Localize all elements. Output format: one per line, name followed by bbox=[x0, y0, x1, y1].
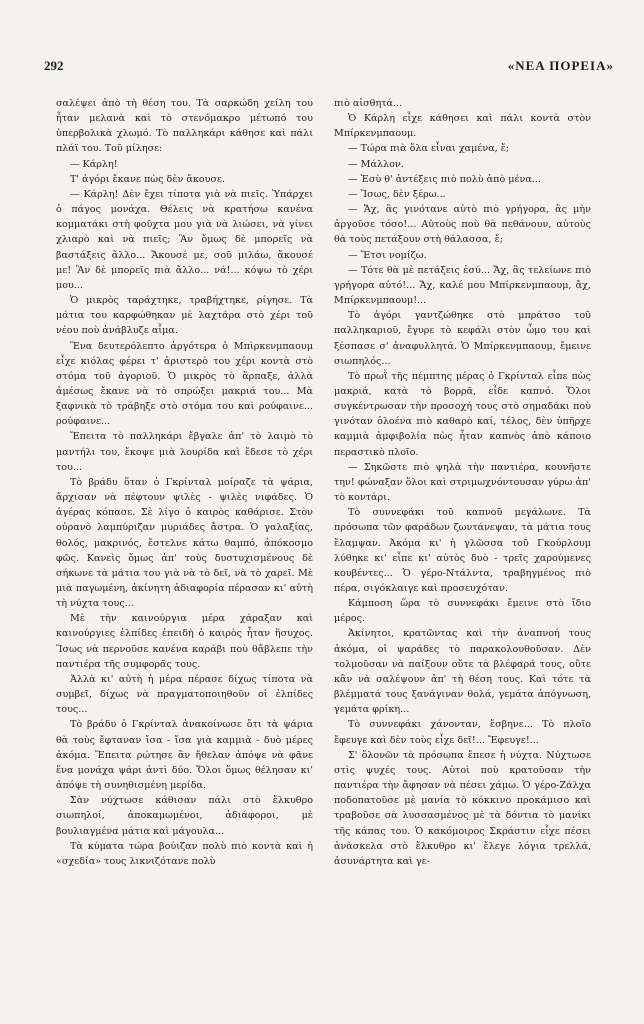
paragraph: — Τότε θὰ μὲ πετάξεις ἐσύ... Ἄχ, ἂς τελείωνε πιὸ γρήγορα αὐτό!... Ἄχ, καλέ μου Μπίρκενμπαουμ, ἄχ, Μπίρκενμπαουμ!... bbox=[334, 264, 591, 307]
paragraph: Ὁ Κάρλη εἶχε κάθησει καὶ πάλι κοντὰ στὸν Μπίρκενμπαουμ. bbox=[334, 113, 591, 140]
paragraph: Τὸ συννεφάκι χάνονταν, ἔσβηνε... Τὸ πλοῖο ἔφευγε καὶ δὲν τοὺς εἶχε δεῖ!... Ἔφευγε!... bbox=[334, 719, 591, 746]
paragraph: Σ' ὅλονῶν τὰ πρόσωπα ἔπεσε ἡ νύχτα. Νύχτωσε στὶς ψυχές τους. Αὐτοὶ ποὺ κρατοῦσαν τὴν παντιέρα τὴν ἄφησαν νὰ πέσει χάμω. Ὁ γέρο-Ζάλχα ποδοπατοῦσε μὲ μανία τὸ κόκκινο προκάμισο καὶ τραβοῦσε σὰ λυσσασμένος μὲ τὰ δόντια τὸ μανίκι τῆς κάπας του. Ὁ κακόμοιρος Σκράστιν εἶχε πέσει ἀνάσκελα στὸ ἔλκυθρο κι' ἔλεγε λόγια τρελλά, ἀσυνάρτητα καὶ γε- bbox=[334, 749, 591, 867]
page-number: 292 bbox=[44, 58, 64, 73]
paragraph: Ὁ μικρὸς ταράχτηκε, τραβήχτηκε, ρίγησε. Τὰ μάτια του καρφώθηκαν μὲ λαχτάρα στὸ χέρι τοῦ νέου ποὺ ἀνάβλυζε αἷμα. bbox=[56, 295, 313, 337]
paragraph: — Ἴσως, δὲν ξέρω... bbox=[348, 188, 446, 200]
paragraph: σαλέψει ἀπὸ τὴ θέση του. Τὰ σαρκώδη χείλη του ἦταν μελανὰ καὶ τὸ στενόμακρο μέτωπό του ὑπερβολικὰ χλωμό. Τὸ παλληκάρι κάθησε καὶ πάλι πλάϊ του. Τοῦ μίλησε: bbox=[56, 98, 313, 155]
page-header bbox=[44, 58, 614, 80]
paragraph: — Ἐσὺ θ' ἀντέξεις πιὸ πολὺ ἀπὸ μένα... bbox=[348, 173, 541, 185]
paragraph: Ἀκίνητοι, κρατῶντας καὶ τὴν ἀναπνοή τους ἀκόμα, οἱ ψαράδες τὸ παρακολουθοῦσαν. Δὲν τολμοῦσαν νὰ παίξουν οὔτε τὰ βλέφαρά τους, οὔτε κἂν νὰ σαλέψουν ἀπ' τὴ θέση τους. Καὶ τότε τὰ βλέμματά τους ξανάγιναν θολά, γεμάτα ἀπόγνωση, γεμάτα φρίκη... bbox=[334, 628, 591, 716]
right-column bbox=[334, 96, 591, 1006]
paragraph: Μὲ τὴν καινούργια μέρα χάραξαν καὶ καινούργιες ἐλπίδες ἐπειδὴ ὁ καιρὸς ἦταν ἥσυχος. Ἴσως νὰ περνοῦσε κανένα καράβι ποὺ θἄβλεπε τὴν παντιέρα τῆς συμφορᾶς τους. bbox=[56, 613, 313, 670]
paragraph: Ἔπειτα τὸ παλληκάρι ἔβγαλε ἀπ' τὸ λαιμὸ τὸ μαντήλι του, ἔκοψε μιὰ λουρίδα καὶ ἔδεσε τὸ χέρι του... bbox=[56, 431, 313, 473]
paragraph: — Κάρλη! bbox=[70, 158, 118, 170]
paragraph: Τ' ἀγόρι ἔκανε πὼς δὲν ἄκουσε. bbox=[70, 173, 226, 185]
paragraph: Τὰ κύματα τώρα βούιζαν πολὺ πιὸ κοντὰ καὶ ἡ «σχεδία» τους λικνιζότανε πολὺ bbox=[56, 840, 313, 867]
paragraph: Τὸ ἀγόρι γαντζώθηκε στὸ μπράτσο τοῦ παλληκαριοῦ, ἔγυρε τὸ κεφάλι στὸν ὦμο του καὶ ξέσπασε σ' ἀναφυλλητά. Ὁ Μπίρκενμπαουμ, ἔμεινε σιωπηλός... bbox=[334, 310, 591, 367]
text-columns bbox=[56, 96, 622, 1006]
paragraph: Ἀλλὰ κι' αὐτὴ ἡ μέρα πέρασε δίχως τίποτα νὰ συμβεῖ, δίχως νὰ πραγματοποιηθοῦν οἱ ἐλπίδες τους... bbox=[56, 673, 313, 716]
paragraph: Τὸ βράδυ ὅταν ὁ Γκρίνταλ μοίραζε τὰ ψάρια, ἄρχισαν νὰ πέφτουν ψιλὲς - ψιλὲς νιφάδες. Ὁ ἀγέρας κόπασε. Σὲ λίγο ὁ καιρὸς καθάρισε. Στὸν οὐρανὸ λαμπύριζαν μυριάδες ἄστρα. Ὁ γαλαξίας, θολός, μακρινός, ἔστελνε κάτω θαμπό, ἀπόκοσμο φῶς. Κανεὶς ὅμως ἀπ' τοὺς δυστυχισμένους δὲ σήκωνε τὰ μάτια του γιὰ νὰ τὸ δεῖ, νὰ τὸ χαρεῖ. Μὲ μιὰ παγωμένη, ἀκίνητη ἀδιαφορία πέρασαν κι' αὐτὴ τὴ νύχτα τους... bbox=[56, 476, 313, 610]
paragraph: — Ἄχ, ἂς γινότανε αὐτὸ πιὸ γρήγορα, ἂς μὴν ἀργοῦσε τόσο!... Αὐτοὺς ποὺ θὰ πεθάνουν, αὐτοὺς θὰ τοὺς πετάξουν στὴ θάλασσα, ἔ; bbox=[334, 204, 591, 246]
paragraph: — Κάρλη! Δὲν ἔχει τίποτα γιὰ νὰ πιεῖς. Ὑπάρχει ὁ πάγος μονάχα. Θέλεις νὰ κρατήσω κανένα κομματάκι στὴ φοῦχτα μου γιὰ νὰ λιώσει, νὰ γίνει χλιαρὸ καὶ νὰ πιεῖς; Ἂν ὅμως δὲ μπορεῖς νὰ βαστάξεις ἄλλο... Ἄκουσέ με, σοῦ μιλάω, ἄκουσέ με! Ἂν δὲ μπορεῖς πιὰ ἄλλο... νά!... κόψω τὸ χέρι μου... bbox=[56, 188, 313, 291]
paragraph: — Ἔτσι νομίζω. bbox=[348, 249, 427, 261]
paragraph: πιὸ αἰσθητά... bbox=[334, 98, 403, 109]
paragraph: Τὸ βράδυ ὁ Γκρίνταλ ἀνακοίνωσε ὅτι τὰ ψάρια θὰ τοὺς ἔφταναν ἴσα - ἴσα γιὰ καμμιὰ - δυὸ μέρες ἀκόμα. Ἔπειτα ρώτησε ἂν ἤθελαν ἀπόψε νὰ φᾶνε ἕνα μονάχα ψάρι ἀντὶ δύο. Ὅλοι ὅμως θέλησαν κι' ἀπόψε τὴ συνηθισμένη μερίδα. bbox=[56, 719, 313, 792]
paragraph: Κάμποση ὥρα τὸ συννεφάκι ἔμεινε στὸ ἴδιο μέρος. bbox=[334, 598, 591, 625]
running-title: «ΝΕΑ ΠΟΡΕΙΑ» bbox=[507, 58, 614, 73]
paragraph: Σὰν νύχτωσε κάθισαν πάλι στὸ ἔλκυθρο σιωπηλοί, ἀποκαμωμένοι, ἀδιάφοροι, μὲ βουλιαγμένα μάτια καὶ μάγουλα... bbox=[56, 795, 313, 837]
paragraph: Τὸ συννεφάκι τοῦ καπνοῦ μεγάλωνε. Τὰ πρόσωπα τῶν φαράδων ζωντάνεψαν, τὰ μάτια τους ἔλαμψαν. Ἀκόμα κι' ἡ γλῶσσα τοῦ Γκούρλουμ λύθηκε κι' εἶπε κι' αὐτὸς δυὸ - τρεῖς χαρούμενες κουβέντες... Ὁ γέρο-Ντάλντα, τραβηγμένος πιὸ πέρα, σιγόκλαιγε καὶ προσευχόταν. bbox=[334, 507, 591, 594]
left-column bbox=[56, 96, 313, 1006]
paragraph: — Μάλλον. bbox=[348, 158, 404, 170]
paragraph: — Τώρα πιὰ ὅλα εἶναι χαμένα, ἔ; bbox=[348, 143, 510, 155]
paragraph: Τὸ πρωῒ τῆς πέμπτης μέρας ὁ Γκρίνταλ εἶπε πὼς μακριά, κατὰ τὸ βορρᾶ, εἶδε καπνό. Ὅλοι συγκέντρωσαν τὴν προσοχή τους στὸ σημαδάκι ποὺ γινόταν ὁλοένα πιὸ καθαρὸ καί, τέλος, δὲν ὑπῆρχε καμμιὰ ἀμφιβολία πὼς ἦταν καπνὸς ἀπὸ κάποιο περαστικὸ πλοῖο. bbox=[334, 370, 591, 458]
paragraph: — Σηκῶστε πιὸ ψηλὰ τὴν παντιέρα, κουνῆστε την! φώναξαν ὅλοι καὶ στριμωχνόντουσαν γύρω ἀπ' τὸ κοντάρι. bbox=[334, 461, 591, 504]
paragraph: Ἕνα δευτερόλεπτο ἀργότερα ὁ Μπὶρκενμπαουμ εἶχε κιόλας φέρει τ' ἀριστερὸ του χέρι κοντὰ στὸ στόμα τοῦ ἀγοριοῦ. Ὁ μικρὸς τὸ ἅρπαξε, ἀλλὰ ἀμέσως ἔκανε νὰ τὸ σπρώξει μακριά του... Μὰ ξαφνικὰ τὸ τράβηξε στὸ στόμα του καὶ ρούφαινε... ρούφαινε... bbox=[56, 340, 313, 428]
